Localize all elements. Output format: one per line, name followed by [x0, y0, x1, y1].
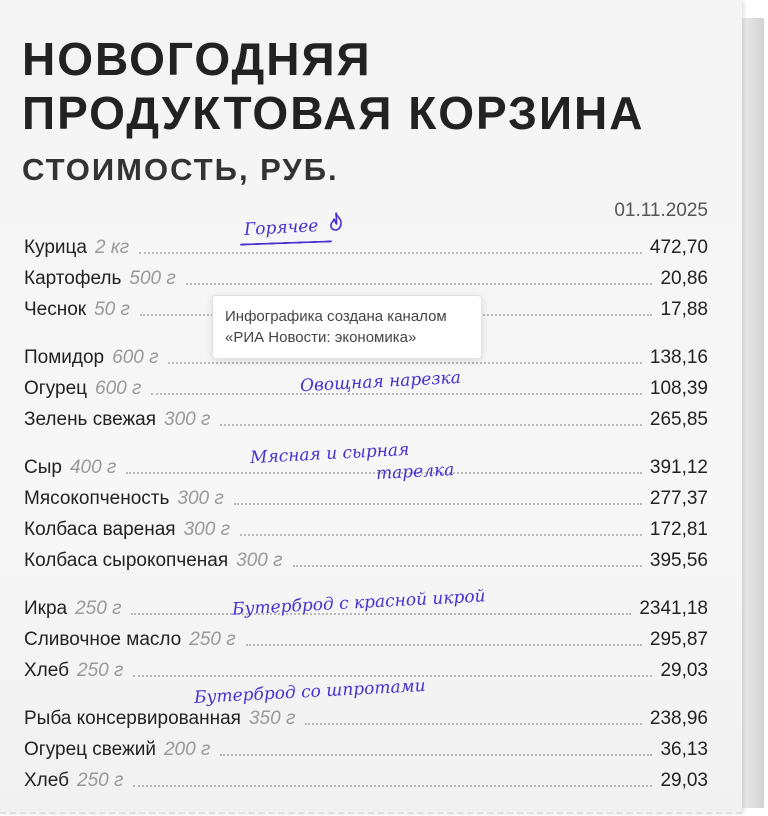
leader-dots	[139, 252, 642, 254]
item-name: Курица	[24, 237, 87, 258]
item-price: 295,87	[649, 629, 708, 650]
item-name: Помидор	[24, 347, 105, 368]
item-name: Огурец	[24, 378, 88, 399]
item-quantity: 300 г	[183, 519, 230, 540]
item-price: 36,13	[660, 739, 708, 760]
leader-dots	[246, 644, 642, 646]
item-quantity: 250 г	[77, 770, 124, 791]
leader-dots	[131, 613, 631, 615]
title-line-1: НОВОГОДНЯЯ	[22, 33, 372, 85]
item-quantity: 300 г	[177, 488, 224, 509]
item-price: 2341,18	[639, 598, 708, 619]
item-price: 265,85	[649, 409, 708, 430]
list-item	[24, 702, 708, 730]
item-quantity: 300 г	[164, 409, 211, 430]
leader-dots	[168, 362, 641, 364]
list-item	[24, 262, 708, 290]
item-price: 391,12	[649, 457, 708, 478]
leader-dots	[293, 565, 642, 567]
item-name: Сливочное масло	[24, 629, 182, 650]
leader-dots	[133, 785, 652, 787]
tooltip-line-1: Инфографика создана каналом	[225, 308, 447, 325]
item-price: 395,56	[649, 550, 708, 571]
item-quantity: 500 г	[129, 268, 176, 289]
list-item	[24, 654, 708, 682]
item-name: Картофель	[24, 268, 122, 289]
item-name: Чеснок	[24, 299, 87, 320]
note-vegetable: Овощная нарезка	[299, 367, 462, 397]
item-price: 172,81	[649, 519, 708, 540]
list-item	[24, 733, 708, 761]
note-meat-line-1: Мясная и сырная	[249, 439, 410, 469]
credit-tooltip	[212, 295, 482, 359]
title-line-2: ПРОДУКТОВАЯ КОРЗИНА	[22, 87, 645, 139]
item-quantity: 250 г	[77, 660, 124, 681]
leader-dots	[186, 283, 653, 285]
item-name: Колбаса вареная	[24, 519, 176, 540]
item-price: 29,03	[660, 770, 708, 791]
leader-dots	[305, 723, 642, 725]
item-price: 29,03	[660, 660, 708, 681]
item-quantity: 600 г	[112, 347, 159, 368]
leader-dots	[220, 754, 652, 756]
note-hot: Горячее	[243, 216, 319, 240]
list-item	[24, 544, 708, 572]
item-quantity: 2 кг	[94, 237, 130, 258]
item-name: Хлеб	[24, 770, 69, 791]
list-item	[24, 403, 708, 431]
item-name: Огурец свежий	[24, 739, 156, 760]
note-meat-line-2: тарелка	[375, 459, 455, 485]
item-name: Сыр	[24, 457, 62, 478]
flame-icon	[328, 212, 344, 232]
leader-dots	[240, 534, 642, 536]
leader-dots	[234, 503, 642, 505]
item-quantity: 400 г	[69, 457, 117, 478]
list-item	[24, 764, 708, 792]
item-quantity: 250 г	[75, 598, 122, 619]
leader-dots	[151, 393, 642, 395]
item-quantity: 50 г	[94, 299, 130, 320]
leader-dots	[220, 424, 641, 426]
note-sprats: Бутерброд со шпротами	[193, 675, 427, 709]
receipt-date: 01.11.2025	[614, 200, 708, 221]
item-name: Зелень свежая	[24, 409, 157, 430]
item-price: 108,39	[649, 378, 708, 399]
item-quantity: 350 г	[248, 708, 296, 729]
item-price: 277,37	[649, 488, 708, 509]
note-caviar: Бутерброд с красной икрой	[231, 586, 487, 620]
list-item	[24, 513, 708, 541]
item-quantity: 200 г	[163, 739, 211, 760]
item-name: Рыба консервированная	[24, 708, 241, 729]
item-price: 20,86	[660, 268, 708, 289]
list-item	[24, 231, 708, 259]
tooltip-line-2: «РИА Новости: экономика»	[225, 329, 417, 346]
item-name: Мясокопченость	[24, 488, 170, 509]
receipt-subtitle: СТОИМОСТЬ, РУБ.	[22, 152, 339, 187]
item-price: 238,96	[649, 708, 708, 729]
item-quantity: 300 г	[236, 550, 283, 571]
item-quantity: 600 г	[95, 378, 142, 399]
item-name: Хлеб	[24, 660, 69, 681]
item-name: Икра	[24, 598, 68, 619]
item-price: 17,88	[660, 299, 708, 320]
item-name: Колбаса сырокопченая	[24, 550, 229, 571]
list-item	[24, 623, 708, 651]
item-price: 138,16	[649, 347, 708, 368]
item-price: 472,70	[649, 237, 708, 258]
list-item	[24, 482, 708, 510]
item-quantity: 250 г	[189, 629, 236, 650]
